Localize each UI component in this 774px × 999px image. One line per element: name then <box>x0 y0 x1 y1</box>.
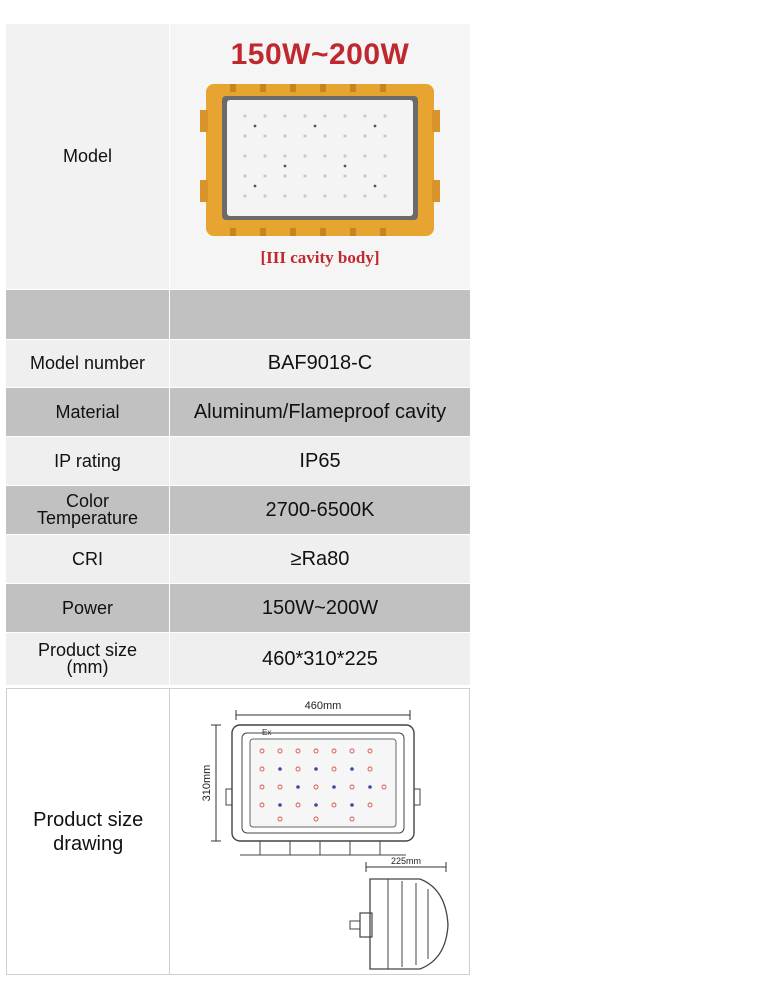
model-image-cell <box>170 24 470 289</box>
spec-label: Model number <box>6 340 170 387</box>
drawing-row <box>6 688 470 975</box>
model-label: Model <box>6 24 170 289</box>
spec-value: ≥Ra80 <box>290 547 350 570</box>
blank-row <box>6 290 470 340</box>
spec-row-cri <box>6 535 470 584</box>
spec-value: 2700-6500K <box>265 498 375 521</box>
cavity-caption: [III cavity body] <box>260 248 380 267</box>
drawing-label: Product size drawing <box>7 689 170 974</box>
spec-row-color-temperature <box>6 486 470 535</box>
spec-value: 150W~200W <box>261 596 379 619</box>
width-dimension: 460mm <box>305 700 342 712</box>
power-title: 150W~200W <box>230 38 410 71</box>
height-dimension: 310mm <box>201 764 214 802</box>
spec-label: Color Temperature <box>6 486 170 534</box>
blank-cell-right <box>170 290 470 339</box>
spec-value: Aluminum/Flameproof cavity <box>193 400 447 423</box>
blank-cell-left <box>6 290 170 339</box>
model-row <box>6 24 470 290</box>
depth-dimension: 225mm <box>391 856 422 866</box>
spec-label: Product size (mm) <box>6 633 170 685</box>
spec-label: Power <box>6 584 170 632</box>
spec-value: IP65 <box>299 449 341 472</box>
spec-row-material <box>6 388 470 437</box>
spec-row-product-size <box>6 633 470 686</box>
spec-label: CRI <box>6 535 170 583</box>
spec-row-ip-rating <box>6 437 470 486</box>
spec-label: Material <box>6 388 170 436</box>
spec-label: IP rating <box>6 437 170 485</box>
spec-value: BAF9018-C <box>267 352 373 374</box>
spec-value: 460*310*225 <box>262 647 378 670</box>
drawing-cell <box>170 689 469 974</box>
dimension-drawing <box>170 689 468 973</box>
ex-mark: Ex <box>262 728 272 737</box>
floodlight-photo <box>200 80 440 240</box>
spec-row-power <box>6 584 470 633</box>
spec-row-model-number <box>6 340 470 388</box>
